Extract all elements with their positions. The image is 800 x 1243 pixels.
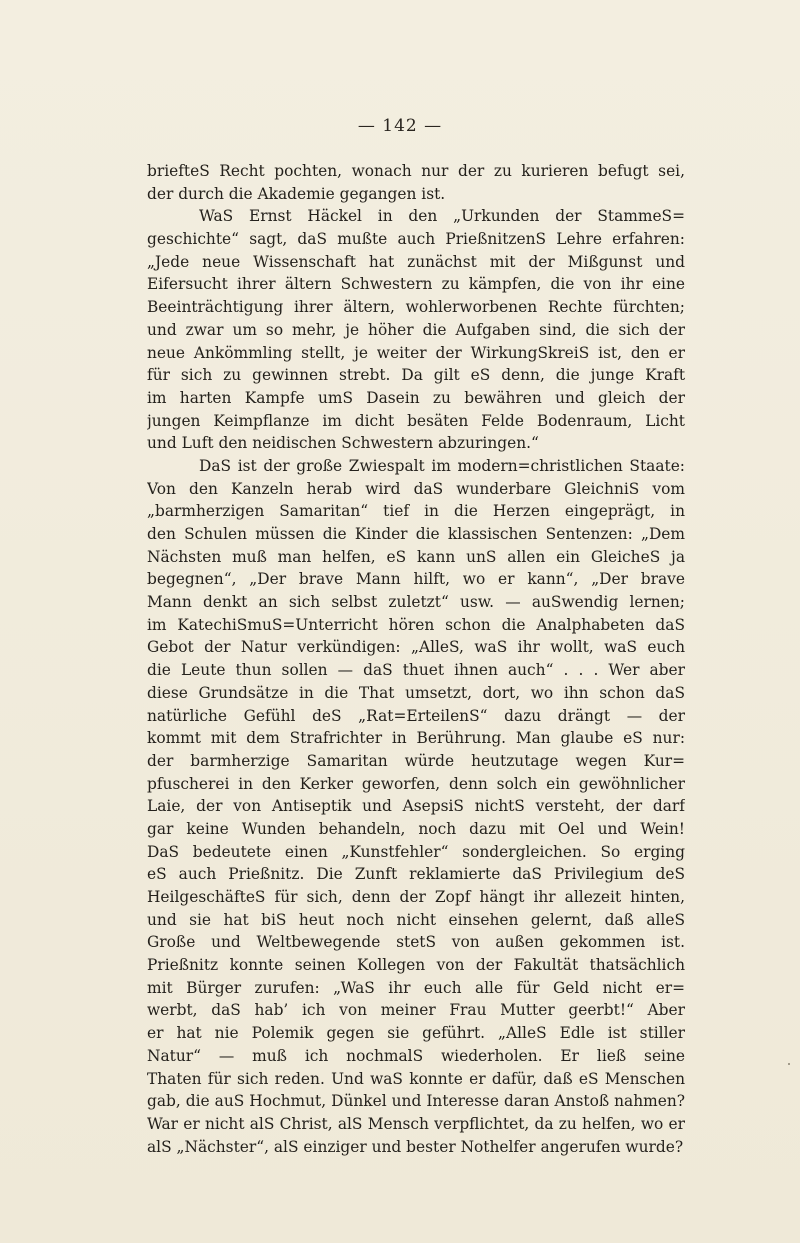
- text-line: Beeinträchtigung ihrer ältern, wohlerworbenen Rechte fürchten;: [147, 298, 685, 317]
- text-line: pfuscherei in den Kerker geworfen, denn solch ein gewöhnlicher: [147, 774, 685, 793]
- text-line: DaS bedeutete einen „Kunstfehler“ sondergleichen. So erging: [147, 842, 685, 861]
- margin-speck: [788, 1063, 790, 1065]
- text-line: Eifersucht ihrer ältern Schwestern zu kämpfen, die von ihr eine: [147, 275, 685, 294]
- text-line: im harten Kampfe umS Dasein zu bewähren und gleich der: [147, 388, 685, 407]
- text-line: Nächsten muß man helfen, eS kann unS allen ein GleicheS ja: [147, 547, 685, 566]
- text-line: und Luft den neidischen Schwestern abzuringen.“: [147, 434, 539, 453]
- text-line: geschichte“ sagt, daS mußte auch PrießnitzenS Lehre erfahren:: [147, 230, 685, 249]
- text-line: und zwar um so mehr, je höher die Aufgaben sind, die sich der: [147, 320, 685, 339]
- text-line: kommt mit dem Strafrichter in Berührung. Man glaube eS nur:: [147, 729, 685, 748]
- text-line: Von den Kanzeln herab wird daS wunderbare GleichniS vom: [147, 479, 685, 498]
- text-line: „barmherzigen Samaritan“ tief in die Herzen eingeprägt, in: [147, 502, 685, 521]
- text-line: Große und Weltbewegende stetS von außen gekommen ist.: [147, 933, 685, 952]
- text-line: jungen Keimpflanze im dicht besäten Felde Bodenraum, Licht: [147, 411, 685, 430]
- text-line: eS auch Prießnitz. Die Zunft reklamierte daS Privilegium deS: [147, 865, 685, 884]
- text-line: Natur“ — muß ich nochmalS wiederholen. Er ließ seine: [147, 1046, 685, 1065]
- text-line: im KatechiSmuS=Unterricht hören schon die Analphabeten daS: [147, 615, 685, 634]
- text-line: neue Ankömmling stellt, je weiter der WirkungSkreiS ist, den er: [147, 343, 685, 362]
- text-line: werbt, daS hab’ ich von meiner Frau Mutter geerbt!“ Aber: [147, 1001, 685, 1020]
- text-line: briefteS Recht pochten, wonach nur der zu kurieren befugt sei,: [147, 162, 685, 180]
- text-line: begegnen“, „Der brave Mann hilft, wo er kann“, „Der brave: [147, 570, 685, 589]
- text-line: Thaten für sich reden. Und waS konnte er dafür, daß eS Menschen: [147, 1069, 685, 1088]
- text-line: für sich zu gewinnen strebt. Da gilt eS denn, die junge Kraft: [147, 366, 685, 385]
- body-text: [147, 160, 685, 1158]
- text-line: HeilgeschäfteS für sich, denn der Zopf hängt ihr allezeit hinten,: [147, 888, 685, 906]
- text-line: gab, die auS Hochmut, Dünkel und Interesse daran Anstoß nahmen?: [147, 1092, 685, 1111]
- text-line: die Leute thun sollen — daS thuet ihnen auch“ . . . Wer aber: [147, 661, 685, 680]
- page-number: — 142 —: [357, 116, 443, 136]
- text-line: den Schulen müssen die Kinder die klassischen Sentenzen: „Dem: [147, 525, 685, 543]
- text-line: er hat nie Polemik gegen sie geführt. „AlleS Edle ist stiller: [147, 1024, 685, 1043]
- text-line: „Jede neue Wissenschaft hat zunächst mit der Mißgunst und: [147, 252, 685, 271]
- text-line: der durch die Akademie gegangen ist.: [147, 184, 446, 203]
- text-line: der barmherzige Samaritan würde heutzutage wegen Kur=: [147, 751, 685, 770]
- text-line: Laie, der von Antiseptik und AsepsiS nichtS versteht, der darf: [147, 797, 685, 816]
- text-line: Gebot der Natur verkündigen: „AlleS, waS ihr wollt, waS euch: [147, 638, 685, 657]
- text-line: diese Grundsätze in die That umsetzt, dort, wo ihn schon daS: [147, 683, 685, 702]
- text-line: Mann denkt an sich selbst zuletzt“ usw. — auSwendig lernen;: [147, 593, 685, 612]
- text-line: natürliche Gefühl deS „Rat=ErteilenS“ dazu drängt — der: [147, 706, 685, 725]
- text-line: alS „Nächster“, alS einziger und bester Nothelfer angerufen wurde?: [147, 1137, 684, 1156]
- text-line: WaS Ernst Häckel in den „Urkunden der StammeS=: [199, 207, 685, 226]
- text-line: DaS ist der große Zwiespalt im modern=christlichen Staate:: [199, 456, 685, 475]
- text-line: und sie hat biS heut noch nicht einsehen gelernt, daß alleS: [147, 910, 685, 929]
- text-line: War er nicht alS Christ, alS Mensch verpflichtet, da zu helfen, wo er: [147, 1114, 685, 1133]
- text-line: gar keine Wunden behandeln, noch dazu mit Oel und Wein!: [147, 819, 685, 838]
- text-line: mit Bürger zurufen: „WaS ihr euch alle für Geld nicht er=: [147, 978, 685, 997]
- text-line: Prießnitz konnte seinen Kollegen von der Fakultät thatsächlich: [147, 956, 685, 975]
